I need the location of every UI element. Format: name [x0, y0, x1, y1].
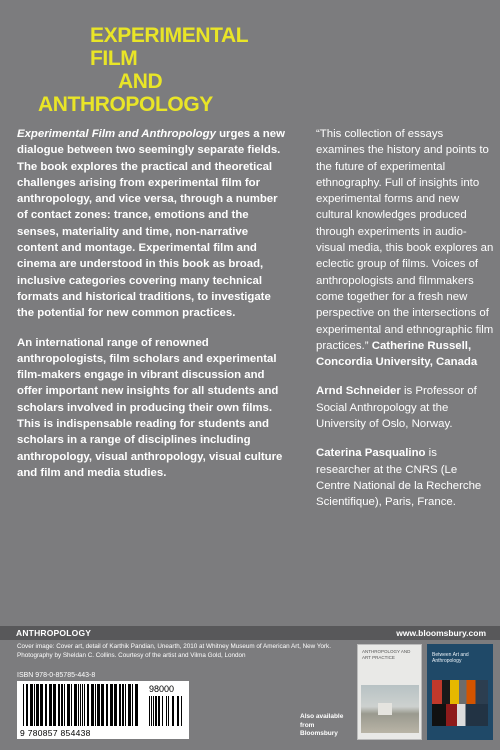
barcode-addon-bar [177, 696, 179, 726]
description-column [17, 126, 289, 494]
barcode-bar [122, 684, 124, 726]
description-paragraph-2: An international range of renowned anthropologists, film scholars and experimental film-makers engage in vibrant discussion and offer important new insights for all students and scholars involved in producing their own films. This is indispensable reading for students and scholars in a range of disciplines including anthropology, visual anthropology, visual culture and film and media studies. [17, 336, 283, 479]
barcode-bar [36, 684, 39, 726]
barcode-addon-bar [155, 696, 157, 726]
author-2-name: Caterina Pasqualino [316, 447, 426, 460]
cover-credits [17, 643, 347, 660]
category-band [0, 626, 500, 640]
related-book-2-artwork-lower [432, 704, 488, 726]
publisher-website: www.bloomsbury.com [396, 628, 486, 638]
barcode-bar [40, 684, 43, 726]
barcode-bar [135, 684, 138, 726]
quote-author: Catherine Russell, Concordia University, Canada [316, 339, 478, 369]
barcode-bar [34, 684, 35, 726]
description-text-1: urges a new dialogue between two seemingly separate fields. The book explores the practical and theoretical challenges arising from experimental film for anthropology, and vice versa, through a number of contact zones: trance, emotions and the senses, materiality and time, non-narrative content and montage. Experimental film and cinema are understood in this book as broad, inclusive categories covering many technical formats and historical traditions, to investigate the potential for new common practices. [17, 128, 285, 320]
barcode-bar [67, 684, 70, 726]
barcode-bar [53, 684, 56, 726]
barcode-bar [101, 684, 104, 726]
barcode-bar [95, 684, 96, 726]
barcode-addon-bar [172, 696, 174, 726]
barcode-bar [61, 684, 63, 726]
related-book-2-title: Between Art and Anthropology [432, 652, 469, 664]
barcode-bar [84, 684, 85, 726]
credits-line-1: Cover image: Cover art, detail of Karthik Pandian, Unearth, 2010 at Whitney Museum of American Art, New York. [17, 643, 331, 650]
book-title-italic: Experimental Film and Anthropology [17, 128, 216, 140]
barcode-digits: 9 780857 854438 [20, 728, 91, 738]
barcode-bar [128, 684, 131, 726]
title-line-4: ANTHROPOLOGY [38, 93, 213, 116]
barcode-addon-bar [162, 696, 163, 726]
barcode-bar [132, 684, 133, 726]
barcode-bar [119, 684, 121, 726]
description-paragraph-1 [17, 126, 289, 322]
related-book-cover-2 [427, 644, 493, 740]
barcode-addon-bar [151, 696, 152, 726]
barcode-bar [26, 684, 28, 726]
barcode-addon-bar [153, 696, 154, 726]
title-line-1: EXPERIMENTAL [90, 24, 249, 47]
barcode-addon-bar [149, 696, 150, 726]
barcode-bar [74, 684, 77, 726]
barcode-bar [30, 684, 33, 726]
barcode-addon-bar [168, 696, 169, 726]
endorsement-quote [316, 126, 494, 370]
category-label: ANTHROPOLOGY [16, 628, 92, 638]
related-book-1-title: ANTHROPOLOGY AND ART PRACTICE [362, 649, 411, 660]
author-1-bio: is Professor of Social Anthropology at the University of Oslo, Norway. [316, 385, 477, 431]
barcode-addon-digits: 98000 [149, 684, 175, 694]
quote-text: “This collection of essays examines the history and points to the future of experimental ethnography. Full of insights into experimental forms and new cultural knowledges produced through experiments in audio-visual media, this book explores an eclectic group of films. Voices of anthropologists and filmmakers come together for a fresh new perspective on the intersections of experimental and ethnographic film practices.” [316, 128, 494, 352]
barcode-bar [23, 684, 24, 726]
barcode-bar [82, 684, 83, 726]
book-title [38, 24, 248, 116]
barcode-bar [71, 684, 72, 726]
barcode [17, 681, 189, 739]
title-line-2: FILM [90, 47, 138, 70]
barcode-bar [110, 684, 113, 726]
related-book-cover-1 [357, 644, 422, 740]
barcode-bar [97, 684, 100, 726]
title-line-3: AND [118, 70, 163, 93]
barcode-bar [106, 684, 108, 726]
endorsement-column [316, 126, 494, 524]
barcode-bar [125, 684, 126, 726]
barcode-bar [45, 684, 47, 726]
barcode-addon-bar [181, 696, 182, 726]
barcode-bar [91, 684, 94, 726]
author-2-bio: is researcher at the CNRS (Le Centre National de la Recherche Scientifique), Paris, France. [316, 447, 482, 509]
credits-line-2: Photography by Sheldan C. Collins. Courtesy of the artist and Vilma Gold, London [17, 651, 246, 659]
barcode-bar [114, 684, 117, 726]
related-book-1-building [378, 703, 392, 715]
author-1-name: Arnd Schneider [316, 385, 401, 398]
barcode-bar [80, 684, 81, 726]
barcode-bar [78, 684, 79, 726]
also-available-label: Also available from Bloomsbury [300, 713, 344, 737]
author-bio-2 [316, 445, 494, 510]
barcode-bar [87, 684, 89, 726]
isbn-label: ISBN 978-0-85785-443-8 [17, 672, 96, 679]
barcode-bar [58, 684, 60, 726]
barcode-addon-bar [166, 696, 167, 726]
barcode-addon-bar [158, 696, 160, 726]
barcode-bar [64, 684, 65, 726]
author-bio-1 [316, 383, 494, 432]
barcode-bar [49, 684, 52, 726]
